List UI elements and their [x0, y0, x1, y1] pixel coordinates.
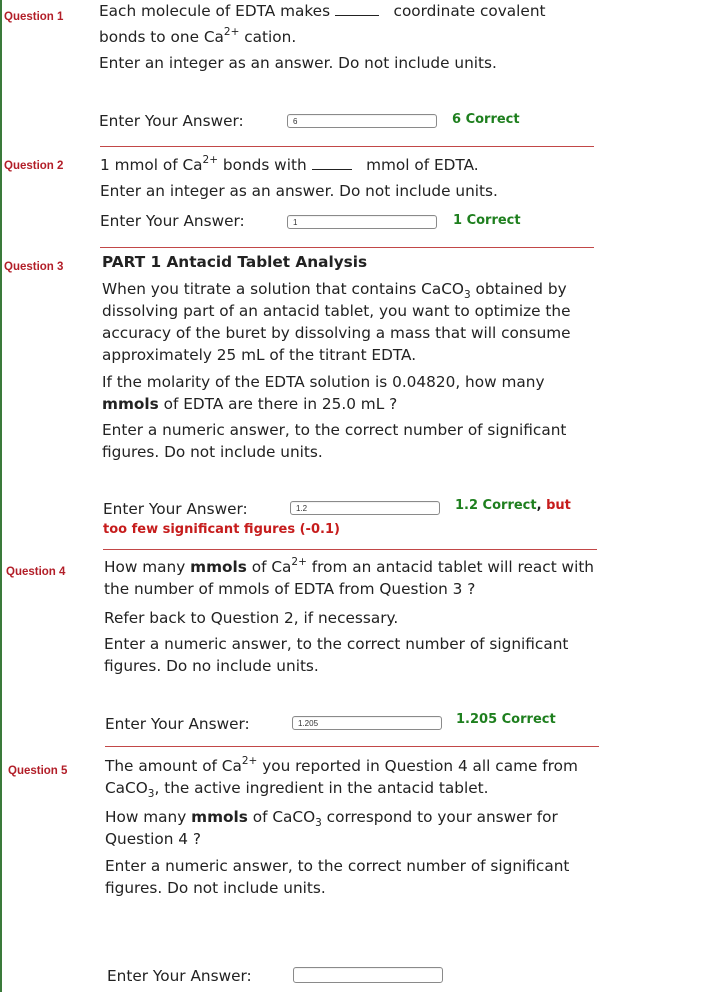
q1-blank — [335, 3, 379, 16]
q2-feedback: 1 Correct — [453, 213, 521, 228]
question-5-label: Question 5 — [8, 765, 68, 777]
q4-answer-input[interactable]: 1.205 — [292, 716, 442, 730]
q5-paragraph-3: Enter a numeric answer, to the correct number of significant figures. Do not include units. — [105, 857, 570, 897]
q3-answer-input[interactable]: 1.2 — [290, 501, 440, 515]
q3-feedback: 1.2 Correct, but — [455, 498, 571, 513]
q2-divider — [100, 247, 594, 248]
q5-paragraph-1: The amount of $Ca^{2+}$ you reported in Question 4 all came from CaCO$_3$, the active ingredient in the antacid tablet. — [105, 754, 578, 801]
q5-paragraph-2: How many mmols of CaCO$_3$ correspond to your answer for Question 4 ? — [105, 808, 558, 848]
q2-instruction: Enter an integer as an answer. Do not include units. — [100, 182, 498, 200]
q4-answer-label: Enter Your Answer: — [105, 715, 250, 733]
q1-answer-label: Enter Your Answer: — [99, 112, 244, 130]
question-4-label: Question 4 — [6, 566, 66, 578]
q1-feedback: 6 Correct — [452, 112, 520, 127]
question-1-label: Question 1 — [4, 11, 64, 23]
q4-paragraph-1: How many mmols of $Ca^{2+}$ from an antacid tablet will react with the number of mmols of EDTA from Question 3 ? — [104, 555, 595, 598]
question-2-label: Question 2 — [4, 160, 64, 172]
q5-answer-label: Enter Your Answer: — [107, 967, 252, 985]
q3-divider — [103, 549, 597, 550]
q1-answer-input[interactable]: 6 — [287, 114, 437, 128]
q3-heading: PART 1 Antacid Tablet Analysis — [102, 253, 368, 271]
q2-answer-input[interactable]: 1 — [287, 215, 437, 229]
q3-answer-label: Enter Your Answer: — [103, 500, 248, 518]
q4-paragraph-2: Refer back to Question 2, if necessary. — [104, 609, 399, 627]
q1-line-1: Each molecule of EDTA makes coordinate covalent — [99, 2, 546, 20]
q1-instruction: Enter an integer as an answer. Do not include units. — [99, 54, 497, 72]
q3-paragraph-2: If the molarity of the EDTA solution is 0.04820, how many mmols of EDTA are there in 25.0 mL ? — [102, 373, 545, 413]
q3-paragraph-3: Enter a numeric answer, to the correct number of significant figures. Do not include units. — [102, 421, 567, 461]
q4-divider — [105, 746, 599, 747]
q5-answer-input[interactable] — [293, 967, 443, 983]
left-edge-bar — [0, 0, 2, 992]
q4-paragraph-3: Enter a numeric answer, to the correct number of significant figures. Do no include units. — [104, 635, 569, 675]
q2-line-1: 1 mmol of $Ca^{2+}$ bonds with mmol of EDTA. — [100, 153, 479, 174]
q3-penalty-note: too few significant figures (-0.1) — [103, 522, 340, 537]
q4-feedback: 1.205 Correct — [456, 712, 556, 727]
q2-answer-label: Enter Your Answer: — [100, 212, 245, 230]
q1-divider — [100, 146, 594, 147]
q3-paragraph-1: When you titrate a solution that contains CaCO$_3$ obtained by dissolving part of an antacid tablet, you want to optimize the accuracy of the buret by dissolving a mass that will consume approximately 25 mL of the titrant EDTA. — [102, 280, 571, 364]
question-3-label: Question 3 — [4, 261, 64, 273]
q2-blank — [312, 157, 352, 170]
q1-line-2: bonds to one $Ca^{2+}$ cation. — [99, 25, 297, 46]
